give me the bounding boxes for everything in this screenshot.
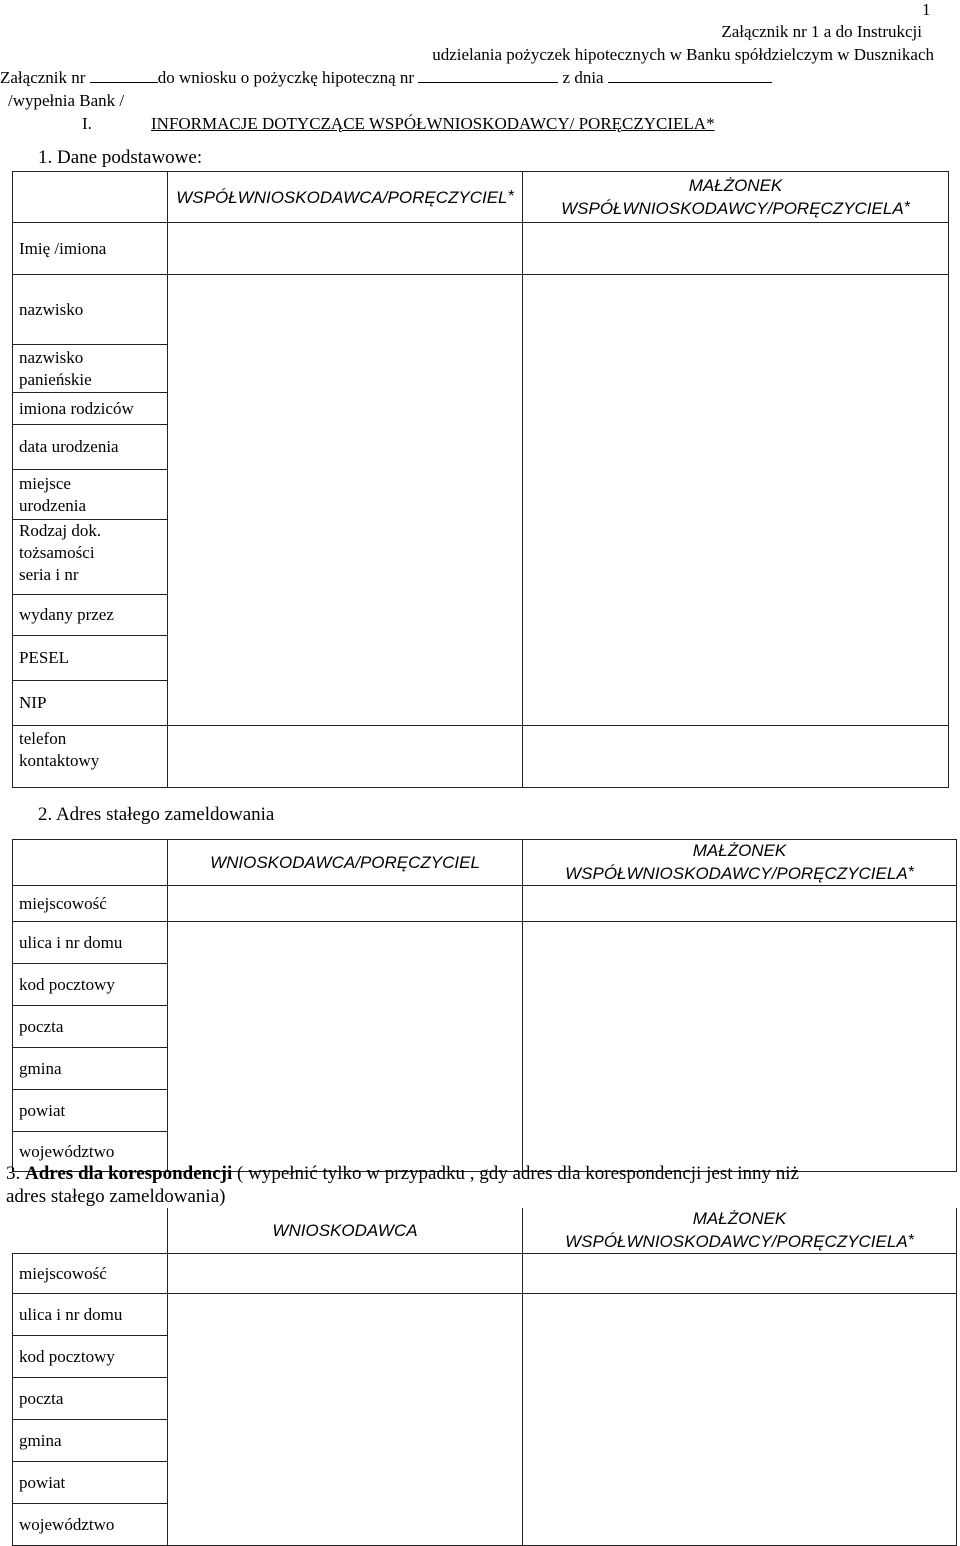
row-label-birth-date: data urodzenia — [13, 425, 168, 470]
col-header-spouse: MAŁŻONEK WSPÓŁWNIOSKODAWCY/PORĘCZYCIELA* — [523, 1208, 957, 1254]
corner-cell — [13, 840, 168, 886]
input-address-applicant[interactable] — [168, 1294, 523, 1546]
row-label-commune: gmina — [13, 1048, 168, 1090]
row-label-county: powiat — [13, 1090, 168, 1132]
input-first-name-coapplicant[interactable] — [168, 223, 523, 275]
section2-title: 2. Adres stałego zameldowania — [38, 804, 275, 825]
loan-number-field[interactable] — [418, 68, 558, 83]
row-label-commune: gmina — [13, 1420, 168, 1462]
row-label-city: miejscowość — [13, 1254, 168, 1294]
input-address-applicant[interactable] — [168, 922, 523, 1172]
row-label-province: województwo — [13, 1504, 168, 1546]
section3-title: 3. Adres dla korespondencji ( wypełnić tylko w przypadku , gdy adres dla korespondencji jest inny niż — [6, 1163, 799, 1184]
row-label-province: województwo — [13, 1132, 168, 1172]
annex-subtitle: udzielania pożyczek hipotecznych w Banku spółdzielczym w Dusznikach — [432, 45, 934, 64]
row-label-postal-code: kod pocztowy — [13, 1336, 168, 1378]
section1-title: 1. Dane podstawowe: — [38, 147, 203, 168]
section3-title-line2: adres stałego zameldowania) — [6, 1186, 226, 1207]
page-number: 1 — [922, 0, 931, 19]
basic-data-table — [12, 171, 949, 788]
corner-cell — [13, 1208, 168, 1254]
col-header-applicant: WNIOSKODAWCA/PORĘCZYCIEL — [168, 840, 523, 886]
row-label-nip: NIP — [13, 681, 168, 726]
annex-number-field[interactable] — [90, 68, 158, 83]
col-header-spouse: MAŁŻONEK WSPÓŁWNIOSKODAWCY/PORĘCZYCIELA* — [523, 172, 949, 223]
annex-reference-line — [0, 68, 772, 88]
row-label-id-document: Rodzaj dok. tożsamości seria i nr — [13, 520, 168, 595]
input-address-spouse[interactable] — [523, 922, 957, 1172]
input-first-name-spouse[interactable] — [523, 223, 949, 275]
bank-fill-note: /wypełnia Bank / — [8, 91, 125, 110]
row-label-post-office: poczta — [13, 1378, 168, 1420]
row-label-county: powiat — [13, 1462, 168, 1504]
date-label: z dnia — [562, 68, 604, 87]
permanent-address-table — [12, 839, 957, 1172]
row-label-street: ulica i nr domu — [13, 1294, 168, 1336]
annex-prefix: Załącznik nr — [0, 68, 86, 87]
row-label-maiden-name: nazwisko panieńskie — [13, 345, 168, 393]
section-title: INFORMACJE DOTYCZĄCE WSPÓŁWNIOSKODAWCY/ PORĘCZYCIELA* — [151, 114, 715, 133]
correspondence-address-table — [12, 1208, 957, 1546]
input-phone-coapplicant[interactable] — [168, 726, 523, 788]
row-label-first-name: Imię /imiona — [13, 223, 168, 275]
input-details-spouse[interactable] — [523, 275, 949, 726]
col-header-applicant: WNIOSKODAWCA — [168, 1208, 523, 1254]
row-label-pesel: PESEL — [13, 636, 168, 681]
row-label-post-office: poczta — [13, 1006, 168, 1048]
input-city-spouse[interactable] — [523, 886, 957, 922]
corner-cell — [13, 172, 168, 223]
loan-request-label: do wniosku o pożyczkę hipoteczną nr — [157, 68, 415, 87]
input-city-spouse[interactable] — [523, 1254, 957, 1294]
input-city-applicant[interactable] — [168, 1254, 523, 1294]
section-numeral: I. — [82, 114, 92, 133]
input-address-spouse[interactable] — [523, 1294, 957, 1546]
row-label-phone: telefon kontaktowy — [13, 726, 168, 788]
input-phone-spouse[interactable] — [523, 726, 949, 788]
annex-title: Załącznik nr 1 a do Instrukcji — [721, 22, 922, 41]
row-label-parents-names: imiona rodziców — [13, 393, 168, 425]
col-header-spouse: MAŁŻONEK WSPÓŁWNIOSKODAWCY/PORĘCZYCIELA* — [523, 840, 957, 886]
col-header-coapplicant: WSPÓŁWNIOSKODAWCA/PORĘCZYCIEL* — [168, 172, 523, 223]
row-label-surname: nazwisko — [13, 275, 168, 345]
input-city-applicant[interactable] — [168, 886, 523, 922]
row-label-city: miejscowość — [13, 886, 168, 922]
row-label-postal-code: kod pocztowy — [13, 964, 168, 1006]
date-field[interactable] — [608, 68, 772, 83]
row-label-issued-by: wydany przez — [13, 595, 168, 636]
input-details-coapplicant[interactable] — [168, 275, 523, 726]
row-label-birth-place: miejsce urodzenia — [13, 470, 168, 520]
row-label-street: ulica i nr domu — [13, 922, 168, 964]
